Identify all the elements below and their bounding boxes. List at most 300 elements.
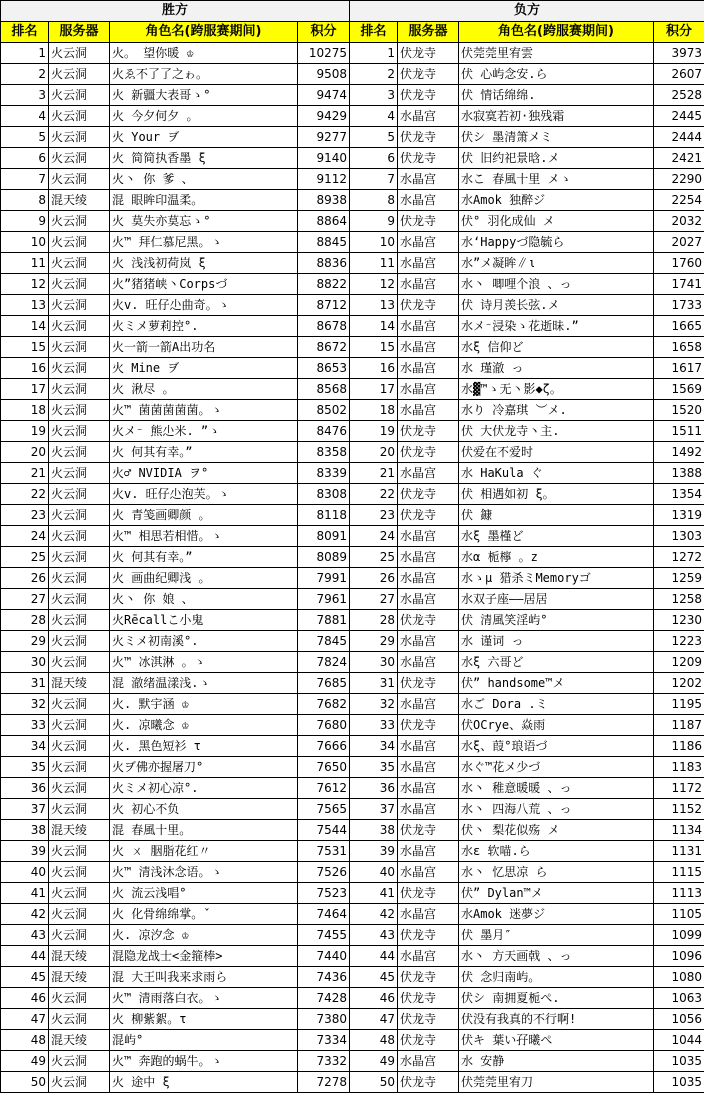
server-cell: 火云洞 bbox=[49, 547, 110, 568]
rank-cell: 18 bbox=[1, 400, 49, 421]
score-cell: 1258 bbox=[654, 589, 704, 610]
name-cell: 火 简简执香墨 ξ bbox=[110, 148, 298, 169]
score-cell: 7961 bbox=[298, 589, 350, 610]
name-cell: 火 青笺画卿颜 。 bbox=[110, 505, 298, 526]
server-cell: 伏龙寺 bbox=[398, 988, 459, 1009]
name-cell: 火 柳紫絮。τ bbox=[110, 1009, 298, 1030]
server-cell: 火云洞 bbox=[49, 442, 110, 463]
name-cell: 火一箭一箭A出功名 bbox=[110, 337, 298, 358]
name-cell: 混 春風十里。 bbox=[110, 820, 298, 841]
table-row bbox=[350, 736, 704, 757]
table-row bbox=[1, 127, 350, 148]
table-row bbox=[350, 190, 704, 211]
server-cell: 火云洞 bbox=[49, 127, 110, 148]
server-cell: 火云洞 bbox=[49, 904, 110, 925]
server-cell: 伏龙寺 bbox=[398, 442, 459, 463]
score-cell: 1511 bbox=[654, 421, 704, 442]
server-cell: 伏龙寺 bbox=[398, 295, 459, 316]
rank-cell: 3 bbox=[1, 85, 49, 106]
name-cell: 伏シ 墨清箫メミ bbox=[459, 127, 654, 148]
score-cell: 7278 bbox=[298, 1072, 350, 1093]
table-row bbox=[1, 610, 350, 631]
name-cell: 伏爱在不爱时 bbox=[459, 442, 654, 463]
rank-cell: 47 bbox=[1, 1009, 49, 1030]
rank-cell: 8 bbox=[1, 190, 49, 211]
rank-cell: 26 bbox=[350, 568, 398, 589]
score-cell: 8118 bbox=[298, 505, 350, 526]
name-cell: 水 瑾澈 っ bbox=[459, 358, 654, 379]
name-cell: 水 HaKula ぐ bbox=[459, 463, 654, 484]
server-cell: 水晶宫 bbox=[398, 547, 459, 568]
rank-cell: 34 bbox=[1, 736, 49, 757]
name-cell: 水”メ凝眸∥ι bbox=[459, 253, 654, 274]
rank-cell: 22 bbox=[1, 484, 49, 505]
score-cell: 1187 bbox=[654, 715, 704, 736]
table-row bbox=[1, 64, 350, 85]
rank-cell: 17 bbox=[1, 379, 49, 400]
table-row bbox=[1, 820, 350, 841]
table-row bbox=[350, 1051, 704, 1072]
loser-title: 负方 bbox=[350, 1, 704, 22]
table-row bbox=[1, 43, 350, 64]
score-cell: 8822 bbox=[298, 274, 350, 295]
server-cell: 火云洞 bbox=[49, 421, 110, 442]
server-cell: 伏龙寺 bbox=[398, 967, 459, 988]
server-cell: 火云洞 bbox=[49, 463, 110, 484]
rank-cell: 24 bbox=[1, 526, 49, 547]
server-cell: 水晶宫 bbox=[398, 694, 459, 715]
server-cell: 伏龙寺 bbox=[398, 1072, 459, 1093]
table-row bbox=[350, 925, 704, 946]
score-cell: 2607 bbox=[654, 64, 704, 85]
score-cell: 1259 bbox=[654, 568, 704, 589]
rank-cell: 14 bbox=[350, 316, 398, 337]
rank-cell: 32 bbox=[350, 694, 398, 715]
table-row bbox=[350, 694, 704, 715]
table-row bbox=[1, 631, 350, 652]
name-cell: 伏没有我真的不行啊! bbox=[459, 1009, 654, 1030]
score-cell: 7650 bbox=[298, 757, 350, 778]
name-cell: 水丶 方天画戟 、っ bbox=[459, 946, 654, 967]
table-row bbox=[1, 925, 350, 946]
server-cell: 火云洞 bbox=[49, 253, 110, 274]
score-cell: 7685 bbox=[298, 673, 350, 694]
score-cell: 1272 bbox=[654, 547, 704, 568]
table-row bbox=[1, 1072, 350, 1093]
name-cell: 水丶 稚意暖暖 、っ bbox=[459, 778, 654, 799]
rank-cell: 4 bbox=[350, 106, 398, 127]
name-cell: 伏 大伏龙寺丶主. bbox=[459, 421, 654, 442]
table-row bbox=[1, 358, 350, 379]
table-row bbox=[1, 442, 350, 463]
rank-cell: 40 bbox=[350, 862, 398, 883]
server-cell: 火云洞 bbox=[49, 799, 110, 820]
score-cell: 7824 bbox=[298, 652, 350, 673]
rank-cell: 30 bbox=[350, 652, 398, 673]
rank-cell: 49 bbox=[1, 1051, 49, 1072]
rank-cell: 9 bbox=[350, 211, 398, 232]
rank-cell: 46 bbox=[1, 988, 49, 1009]
server-cell: 水晶宫 bbox=[398, 316, 459, 337]
table-row bbox=[350, 211, 704, 232]
rank-cell: 12 bbox=[350, 274, 398, 295]
table-row bbox=[1, 148, 350, 169]
table-row bbox=[350, 547, 704, 568]
winner-table bbox=[0, 0, 350, 1093]
table-row bbox=[350, 106, 704, 127]
table-row bbox=[350, 253, 704, 274]
rank-cell: 15 bbox=[350, 337, 398, 358]
rank-cell: 25 bbox=[1, 547, 49, 568]
table-row bbox=[1, 274, 350, 295]
score-cell: 8653 bbox=[298, 358, 350, 379]
score-cell: 1760 bbox=[654, 253, 704, 274]
rank-cell: 28 bbox=[1, 610, 49, 631]
table-row bbox=[350, 379, 704, 400]
table-row bbox=[350, 862, 704, 883]
server-cell: 伏龙寺 bbox=[398, 820, 459, 841]
score-cell: 1096 bbox=[654, 946, 704, 967]
rank-cell: 39 bbox=[350, 841, 398, 862]
name-cell: 火 流云浅唱° bbox=[110, 883, 298, 904]
name-cell: 水双子座——居居 bbox=[459, 589, 654, 610]
rank-cell: 16 bbox=[350, 358, 398, 379]
name-cell: 水り 冷嘉琪 ︶メ. bbox=[459, 400, 654, 421]
server-header: 服务器 bbox=[49, 22, 110, 43]
score-cell: 8845 bbox=[298, 232, 350, 253]
table-row bbox=[1, 547, 350, 568]
table-row bbox=[1, 946, 350, 967]
server-cell: 火云洞 bbox=[49, 1072, 110, 1093]
rank-cell: 4 bbox=[1, 106, 49, 127]
name-cell: 伏OCrye、焱雨 bbox=[459, 715, 654, 736]
server-cell: 水晶宫 bbox=[398, 799, 459, 820]
server-header: 服务器 bbox=[398, 22, 459, 43]
name-cell: 水ゝμ 猎杀ミMemoryゴ bbox=[459, 568, 654, 589]
table-row bbox=[1, 841, 350, 862]
server-cell: 火云洞 bbox=[49, 1009, 110, 1030]
server-cell: 火云洞 bbox=[49, 43, 110, 64]
score-cell: 7666 bbox=[298, 736, 350, 757]
rank-cell: 40 bbox=[1, 862, 49, 883]
rank-cell: 12 bbox=[1, 274, 49, 295]
table-row bbox=[1, 295, 350, 316]
name-cell: 火 途中 ξ bbox=[110, 1072, 298, 1093]
rank-cell: 23 bbox=[1, 505, 49, 526]
name-cell: 混 大王叫我来求雨ら bbox=[110, 967, 298, 988]
rank-cell: 26 bbox=[1, 568, 49, 589]
score-cell: 10275 bbox=[298, 43, 350, 64]
server-cell: 火云洞 bbox=[49, 610, 110, 631]
table-row bbox=[1, 463, 350, 484]
rank-cell: 19 bbox=[350, 421, 398, 442]
name-cell: 伏丶 梨花似殇 メ bbox=[459, 820, 654, 841]
name-cell: 伏 念归南屿。 bbox=[459, 967, 654, 988]
table-row bbox=[1, 316, 350, 337]
rank-cell: 22 bbox=[350, 484, 398, 505]
score-cell: 7565 bbox=[298, 799, 350, 820]
table-row bbox=[1, 694, 350, 715]
name-cell: 混 澈绪温漾浅.ゝ bbox=[110, 673, 298, 694]
name-cell: 火 湫尽 。 bbox=[110, 379, 298, 400]
name-cell: 混 眼眸印温柔。 bbox=[110, 190, 298, 211]
rank-cell: 50 bbox=[350, 1072, 398, 1093]
rank-cell: 32 bbox=[1, 694, 49, 715]
table-row bbox=[1, 232, 350, 253]
score-cell: 1741 bbox=[654, 274, 704, 295]
server-cell: 火云洞 bbox=[49, 694, 110, 715]
table-row bbox=[350, 43, 704, 64]
loser-table bbox=[349, 0, 704, 1093]
table-row bbox=[350, 610, 704, 631]
table-row bbox=[350, 337, 704, 358]
rank-cell: 38 bbox=[1, 820, 49, 841]
rank-cell: 11 bbox=[350, 253, 398, 274]
table-row bbox=[1, 736, 350, 757]
rank-cell: 23 bbox=[350, 505, 398, 526]
name-cell: 水こ 春風十里 メゝ bbox=[459, 169, 654, 190]
score-cell: 1115 bbox=[654, 862, 704, 883]
rank-cell: 48 bbox=[1, 1030, 49, 1051]
table-row bbox=[1, 169, 350, 190]
table-row bbox=[1, 568, 350, 589]
server-cell: 火云洞 bbox=[49, 379, 110, 400]
table-row bbox=[350, 568, 704, 589]
name-cell: 火丶 你 娘 、 bbox=[110, 589, 298, 610]
score-cell: 1044 bbox=[654, 1030, 704, 1051]
table-row bbox=[350, 883, 704, 904]
score-cell: 1113 bbox=[654, 883, 704, 904]
name-cell: 火ゑ不了了之ゎ。 bbox=[110, 64, 298, 85]
rank-cell: 41 bbox=[1, 883, 49, 904]
server-cell: 火云洞 bbox=[49, 925, 110, 946]
name-cell: 伏莞莞里宥刀 bbox=[459, 1072, 654, 1093]
server-cell: 伏龙寺 bbox=[398, 1030, 459, 1051]
name-cell: 火. 凉汐念 ♔ bbox=[110, 925, 298, 946]
rank-cell: 49 bbox=[350, 1051, 398, 1072]
name-cell: 伏 情话绵绵. bbox=[459, 85, 654, 106]
score-cell: 1223 bbox=[654, 631, 704, 652]
name-cell: 水α 栀檸 。z bbox=[459, 547, 654, 568]
rank-cell: 36 bbox=[1, 778, 49, 799]
score-cell: 2027 bbox=[654, 232, 704, 253]
rank-cell: 35 bbox=[350, 757, 398, 778]
rank-cell: 9 bbox=[1, 211, 49, 232]
name-cell: 水Amok 独醉ジ bbox=[459, 190, 654, 211]
server-cell: 水晶宫 bbox=[398, 253, 459, 274]
score-cell: 2421 bbox=[654, 148, 704, 169]
rank-cell: 19 bbox=[1, 421, 49, 442]
server-cell: 水晶宫 bbox=[398, 232, 459, 253]
table-row bbox=[1, 400, 350, 421]
name-cell: 伏 相遇如初 ξ。 bbox=[459, 484, 654, 505]
rank-cell: 20 bbox=[1, 442, 49, 463]
rank-cell: 35 bbox=[1, 757, 49, 778]
server-cell: 火云洞 bbox=[49, 337, 110, 358]
rank-cell: 27 bbox=[350, 589, 398, 610]
table-row bbox=[1, 589, 350, 610]
rank-cell: 11 bbox=[1, 253, 49, 274]
rank-cell: 37 bbox=[1, 799, 49, 820]
server-cell: 伏龙寺 bbox=[398, 148, 459, 169]
server-cell: 火云洞 bbox=[49, 274, 110, 295]
name-cell: 火 何其有幸。” bbox=[110, 547, 298, 568]
table-row bbox=[350, 757, 704, 778]
server-cell: 火云洞 bbox=[49, 232, 110, 253]
name-cell: 伏 鏮 bbox=[459, 505, 654, 526]
rank-cell: 2 bbox=[350, 64, 398, 85]
server-cell: 水晶宫 bbox=[398, 463, 459, 484]
server-cell: 水晶宫 bbox=[398, 568, 459, 589]
server-cell: 伏龙寺 bbox=[398, 925, 459, 946]
score-cell: 8938 bbox=[298, 190, 350, 211]
table-row bbox=[1, 799, 350, 820]
name-cell: 火Rēcallこ小鬼 bbox=[110, 610, 298, 631]
server-cell: 伏龙寺 bbox=[398, 85, 459, 106]
server-cell: 水晶宫 bbox=[398, 904, 459, 925]
server-cell: 混天绫 bbox=[49, 820, 110, 841]
table-row bbox=[350, 421, 704, 442]
score-cell: 7991 bbox=[298, 568, 350, 589]
server-cell: 火云洞 bbox=[49, 400, 110, 421]
server-cell: 伏龙寺 bbox=[398, 883, 459, 904]
server-cell: 混天绫 bbox=[49, 673, 110, 694]
server-cell: 水晶宫 bbox=[398, 631, 459, 652]
server-cell: 火云洞 bbox=[49, 988, 110, 1009]
table-row bbox=[350, 673, 704, 694]
table-row bbox=[1, 190, 350, 211]
rank-cell: 42 bbox=[1, 904, 49, 925]
table-row bbox=[1, 652, 350, 673]
server-cell: 伏龙寺 bbox=[398, 715, 459, 736]
server-cell: 伏龙寺 bbox=[398, 673, 459, 694]
server-cell: 混天绫 bbox=[49, 190, 110, 211]
name-cell: 火ヺ佛亦握屠刀° bbox=[110, 757, 298, 778]
score-cell: 1035 bbox=[654, 1051, 704, 1072]
name-cell: 火v. 旺仔尐泡芙。ゝ bbox=[110, 484, 298, 505]
score-cell: 1354 bbox=[654, 484, 704, 505]
rank-cell: 7 bbox=[1, 169, 49, 190]
score-cell: 1035 bbox=[654, 1072, 704, 1093]
table-row bbox=[350, 64, 704, 85]
rank-cell: 25 bbox=[350, 547, 398, 568]
table-row bbox=[350, 442, 704, 463]
table-row bbox=[350, 967, 704, 988]
server-cell: 火云洞 bbox=[49, 757, 110, 778]
score-cell: 2528 bbox=[654, 85, 704, 106]
name-cell: 火 ㄨ 胭脂花红〃 bbox=[110, 841, 298, 862]
table-row bbox=[1, 715, 350, 736]
name-cell: 水▓™ゝ无丶影◆ζ。 bbox=[459, 379, 654, 400]
server-cell: 火云洞 bbox=[49, 526, 110, 547]
score-cell: 1569 bbox=[654, 379, 704, 400]
table-row bbox=[1, 1051, 350, 1072]
table-row bbox=[1, 757, 350, 778]
table-row bbox=[1, 883, 350, 904]
name-cell: 火. 黑色短衫 τ bbox=[110, 736, 298, 757]
rank-cell: 16 bbox=[1, 358, 49, 379]
rank-cell: 38 bbox=[350, 820, 398, 841]
server-cell: 伏龙寺 bbox=[398, 421, 459, 442]
rank-cell: 13 bbox=[350, 295, 398, 316]
name-cell: 火. 默宇涵 ♔ bbox=[110, 694, 298, 715]
rank-cell: 31 bbox=[350, 673, 398, 694]
name-cell: 水ご Dora .ミ bbox=[459, 694, 654, 715]
score-cell: 7464 bbox=[298, 904, 350, 925]
rank-cell: 3 bbox=[350, 85, 398, 106]
rank-cell: 45 bbox=[1, 967, 49, 988]
table-row bbox=[350, 1030, 704, 1051]
server-cell: 水晶宫 bbox=[398, 379, 459, 400]
table-row bbox=[350, 799, 704, 820]
winner-rows bbox=[1, 43, 350, 1093]
table-row bbox=[1, 967, 350, 988]
server-cell: 水晶宫 bbox=[398, 736, 459, 757]
server-cell: 伏龙寺 bbox=[398, 64, 459, 85]
server-cell: 水晶宫 bbox=[398, 358, 459, 379]
server-cell: 水晶宫 bbox=[398, 526, 459, 547]
name-cell: 火™ 相思若相惜。ゝ bbox=[110, 526, 298, 547]
rank-header: 排名 bbox=[350, 22, 398, 43]
name-cell: 水ぐ™花メ少づ bbox=[459, 757, 654, 778]
name-cell: 伏 墨月″ bbox=[459, 925, 654, 946]
rank-cell: 37 bbox=[350, 799, 398, 820]
name-cell: 伏” Dylan™メ bbox=[459, 883, 654, 904]
score-cell: 2290 bbox=[654, 169, 704, 190]
score-cell: 7680 bbox=[298, 715, 350, 736]
score-cell: 1520 bbox=[654, 400, 704, 421]
table-row bbox=[1, 211, 350, 232]
name-cell: 火™ 清浅沐念语。ゝ bbox=[110, 862, 298, 883]
score-cell: 2444 bbox=[654, 127, 704, 148]
score-cell: 9277 bbox=[298, 127, 350, 148]
server-cell: 火云洞 bbox=[49, 106, 110, 127]
name-cell: 水丶 四海八荒 、っ bbox=[459, 799, 654, 820]
name-cell: 伏° 羽化成仙 メ bbox=[459, 211, 654, 232]
name-cell: 水Amok 迷夢ジ bbox=[459, 904, 654, 925]
rank-cell: 43 bbox=[1, 925, 49, 946]
name-cell: 火 今夕何夕 。 bbox=[110, 106, 298, 127]
score-cell: 1733 bbox=[654, 295, 704, 316]
name-cell: 火. 凉曦念 ♔ bbox=[110, 715, 298, 736]
score-cell: 1209 bbox=[654, 652, 704, 673]
table-row bbox=[350, 295, 704, 316]
table-row bbox=[1, 778, 350, 799]
table-row bbox=[350, 988, 704, 1009]
table-row bbox=[1, 253, 350, 274]
rank-cell: 5 bbox=[1, 127, 49, 148]
score-cell: 8672 bbox=[298, 337, 350, 358]
score-cell: 8308 bbox=[298, 484, 350, 505]
server-cell: 伏龙寺 bbox=[398, 43, 459, 64]
server-cell: 水晶宫 bbox=[398, 337, 459, 358]
rank-cell: 17 bbox=[350, 379, 398, 400]
score-cell: 7428 bbox=[298, 988, 350, 1009]
name-cell: 伏 心屿念安.ら bbox=[459, 64, 654, 85]
score-cell: 1658 bbox=[654, 337, 704, 358]
rank-cell: 34 bbox=[350, 736, 398, 757]
server-cell: 水晶宫 bbox=[398, 652, 459, 673]
name-cell: 火 莫失亦莫忘ゝ° bbox=[110, 211, 298, 232]
rank-cell: 14 bbox=[1, 316, 49, 337]
score-cell: 2254 bbox=[654, 190, 704, 211]
name-cell: 火 何其有幸。” bbox=[110, 442, 298, 463]
name-cell: 火v. 旺仔尐曲奇。ゝ bbox=[110, 295, 298, 316]
server-cell: 火云洞 bbox=[49, 568, 110, 589]
score-cell: 8836 bbox=[298, 253, 350, 274]
score-cell: 8568 bbox=[298, 379, 350, 400]
score-cell: 7531 bbox=[298, 841, 350, 862]
